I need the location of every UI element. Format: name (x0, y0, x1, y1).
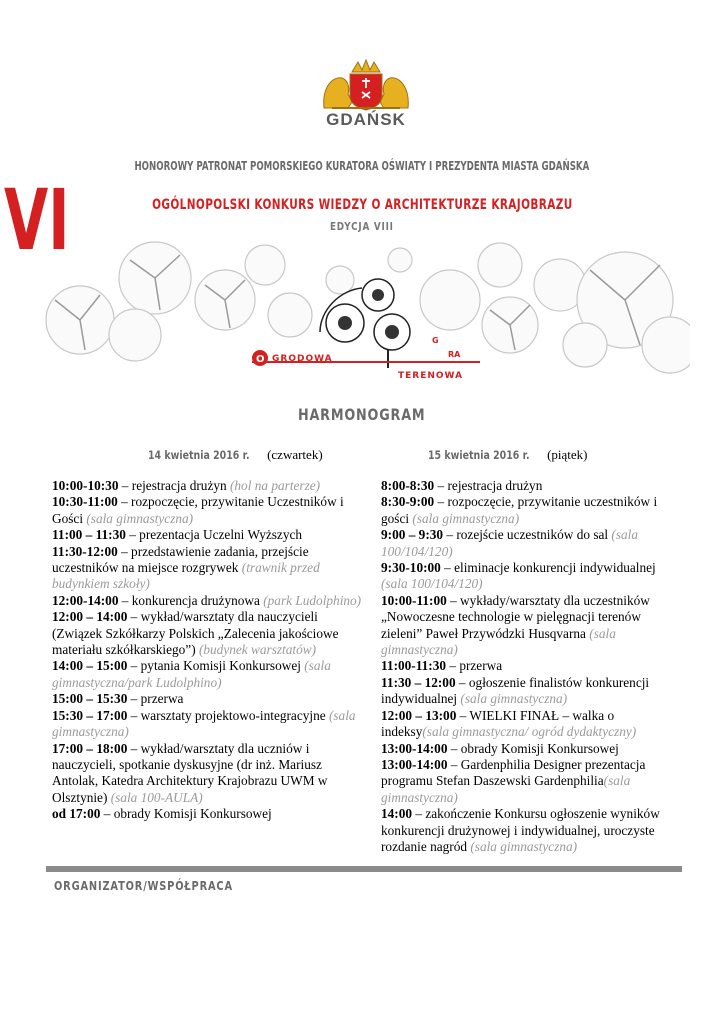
item-text: – przerwa (127, 691, 184, 707)
schedule-item (52, 544, 370, 593)
item-text: – obrady Komisji Konkursowej (447, 740, 619, 756)
edition-roman-numeral: VI (4, 171, 70, 269)
day2-weekday: (piątek) (547, 447, 588, 462)
day1-weekday: (czwartek) (267, 447, 323, 462)
item-text: – wykład/warsztaty dla nauczycieli (Związek Szkółkarzy Polskich „Zalecenia jakościowe materiału szkółkarskiego”) (52, 609, 339, 658)
schedule-item (381, 708, 681, 741)
city-name: GDAŃSK (326, 110, 406, 129)
organizer-heading (54, 877, 272, 895)
schedule-item (52, 494, 370, 527)
schedule-item (381, 478, 681, 494)
item-text: – konkurencja drużynowa (118, 592, 264, 608)
item-location: (sala gimnastyczna) (52, 707, 356, 740)
item-time: 9:30-10:00 (381, 560, 441, 576)
schedule-item (381, 593, 681, 659)
day2-header (428, 447, 588, 463)
item-time: 17:00 – 18:00 (52, 740, 128, 756)
schedule-item (381, 675, 681, 708)
item-text: – WIELKI FINAŁ – walka o indeksy (381, 707, 615, 740)
banner-logo-g: G (432, 336, 439, 345)
item-time: 12:00 – 13:00 (381, 707, 457, 723)
edition-text: EDYCJA VIII (330, 220, 394, 233)
item-text: – prezentacja Uczelni Wyższych (125, 527, 303, 543)
item-time: 14:00 – 15:00 (52, 658, 128, 674)
item-time: 11:00-11:30 (381, 658, 447, 674)
organizer-heading-text: ORGANIZATOR/WSPÓŁPRACA (54, 879, 233, 893)
schedule-item (52, 658, 370, 691)
item-time: 13:00-14:00 (381, 756, 448, 772)
item-time: od 17:00 (52, 806, 101, 822)
item-text: – wykład/warsztaty dla uczniów i nauczycieli, spotkanie dyskusyjne (dr inż. Mariusz Antolak, Katedra Architektury Krajobrazu UWM w Olsztynie) (52, 740, 328, 805)
item-time: 11:30 – 12:00 (381, 674, 456, 690)
item-text: – rejestracja drużyn (118, 478, 230, 493)
item-location: (sala gimnastyczna/park Ludolphino) (52, 658, 331, 690)
item-text: – wykłady/warsztaty dla uczestników „Nowoczesne technologie w pielęgnacji terenów zieleni” Paweł Przywódzki Husqvarna (381, 592, 650, 641)
item-location: (park Ludolphino) (263, 592, 362, 608)
schedule-heading (0, 405, 724, 425)
schedule-item (52, 609, 370, 658)
item-location: (sala gimnastyczna) (86, 510, 194, 526)
schedule-item (52, 691, 370, 707)
item-time: 11:30-12:00 (52, 543, 118, 559)
item-time: 15:00 – 15:30 (52, 691, 128, 707)
item-location: (sala gimnastyczna) (470, 838, 578, 854)
day2-date: 15 kwietnia 2016 r. (428, 448, 530, 462)
item-location: (sala gimnastyczna) (381, 625, 616, 658)
item-text: – rejestracja drużyn (434, 478, 543, 493)
item-text: – obrady Komisji Konkursowej (100, 806, 272, 822)
banner-logo-ra: RA (448, 350, 461, 359)
item-time: 12:00 – 14:00 (52, 609, 128, 625)
item-text: – ogłoszenie finalistów konkurencji indywidualnej (381, 674, 650, 707)
item-time: 10:00-11:00 (381, 592, 447, 608)
schedule-item (381, 757, 681, 806)
footer-divider (46, 866, 682, 872)
item-time: 12:00-14:00 (52, 592, 119, 608)
item-time: 14:00 (381, 806, 413, 822)
day1-date: 14 kwietnia 2016 r. (148, 448, 250, 462)
item-location: (sala 100/104/120) (381, 527, 639, 559)
item-text: – Gardenphilia Designer prezentacja programu Stefan Daszewski Gardenphilia (381, 756, 646, 789)
schedule-item (381, 494, 681, 527)
day1-schedule-list (52, 478, 370, 823)
schedule-item (52, 806, 370, 822)
item-text: – eliminacje konkurencji indywidualnej (440, 560, 656, 576)
day2-schedule-list (381, 478, 681, 855)
item-time: 8:30-9:00 (381, 494, 435, 510)
schedule-item (52, 527, 370, 543)
item-location: (sala gimnastyczna/ ogród dydaktyczny) (422, 724, 637, 740)
schedule-item (381, 658, 681, 674)
item-location: (sala gimnastyczna) (381, 773, 631, 805)
schedule-item (52, 708, 370, 741)
edition-label (0, 217, 724, 235)
item-time: 10:00-10:30 (52, 478, 119, 493)
item-time: 13:00-14:00 (381, 740, 448, 756)
item-text: – pytania Komisji Konkursowej (127, 658, 305, 674)
item-text: – rozpoczęcie, przywitanie uczestników i gości (381, 494, 658, 526)
day1-header (148, 447, 323, 463)
schedule-item (52, 741, 370, 807)
item-text: – rozejście uczestników do sal (443, 527, 612, 543)
schedule-item (52, 593, 370, 609)
gdansk-coat-of-arms-logo (318, 58, 414, 150)
banner-logo-word2: TERENOWA (398, 371, 464, 381)
item-text: – rozpoczęcie, przywitanie Uczestników i Gości (52, 494, 344, 526)
schedule-item (381, 527, 681, 560)
item-location: (sala 100-AULA) (110, 789, 203, 805)
item-time: 9:00 – 9:30 (381, 527, 444, 543)
item-location: (sala 100/104/120) (381, 576, 483, 592)
item-time: 10:30-11:00 (52, 494, 118, 510)
item-time: 8:00-8:30 (381, 478, 435, 493)
patronage-line (0, 157, 724, 175)
item-time: 11:00 – 11:30 (52, 527, 126, 543)
schedule-item (381, 741, 681, 757)
item-location: (sala gimnastyczna) (460, 691, 568, 707)
banner-logo-word1: GRODOWA (272, 354, 333, 364)
schedule-heading-text: HARMONOGRAM (298, 405, 426, 424)
decorative-wheels-banner (40, 240, 690, 390)
banner-logo-o: O (256, 354, 265, 365)
item-location: (hol na parterze) (229, 478, 321, 493)
schedule-item (52, 478, 370, 494)
schedule-item (381, 560, 681, 593)
schedule-item (381, 806, 681, 855)
patronage-text: HONOROWY PATRONAT POMORSKIEGO KURATORA OŚWIATY I PREZYDENTA MIASTA GDAŃSKA (134, 159, 590, 173)
item-text: – zakończenie Konkursu ogłoszenie wyników konkurencji drużynowej i indywidualnej, uroczyste rozdanie nagród (381, 806, 660, 854)
item-text: – przedstawienie zadania, przejście uczestników na miejsce rozgrywek (52, 543, 309, 576)
item-text: – przerwa (446, 658, 503, 674)
item-location: (trawnik przed budynkiem szkoły) (52, 560, 320, 592)
contest-title (0, 196, 724, 214)
item-location: (sala gimnastyczna) (412, 510, 520, 526)
item-time: 15:30 – 17:00 (52, 707, 128, 723)
item-location: (budynek warsztatów) (198, 642, 317, 658)
contest-title-text: OGÓLNOPOLSKI KONKURS WIEDZY O ARCHITEKTURZE KRAJOBRAZU (151, 197, 573, 213)
item-text: – warsztaty projektowo-integracyjne (127, 707, 329, 723)
